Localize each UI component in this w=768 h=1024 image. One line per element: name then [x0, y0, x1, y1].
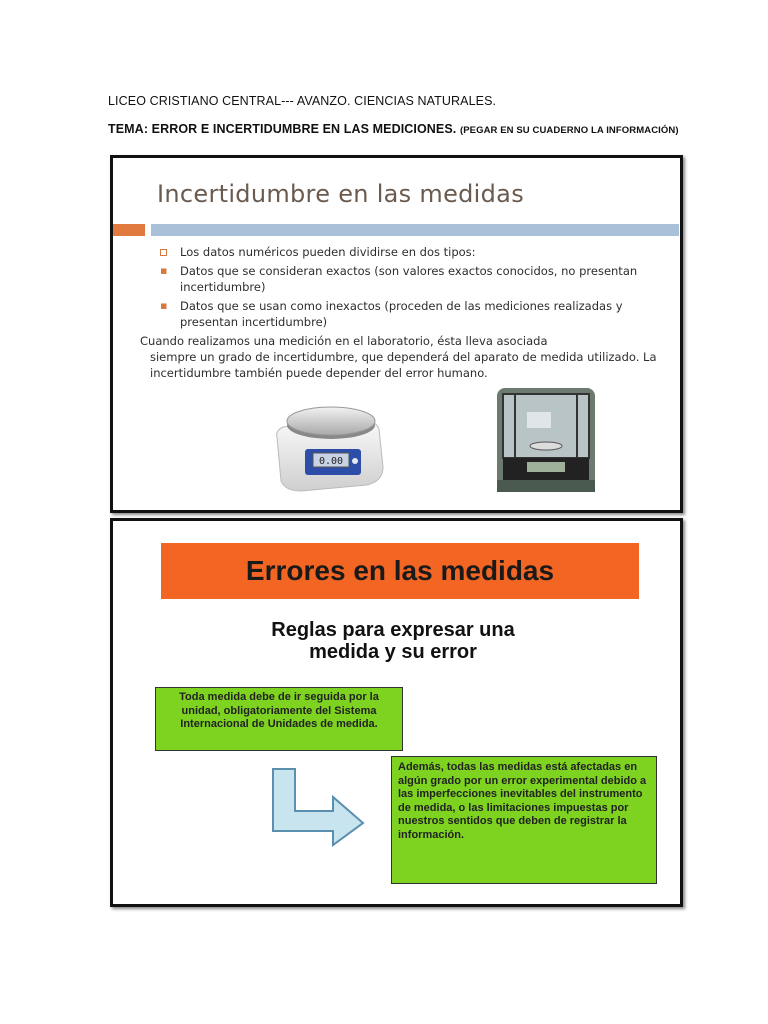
bullet-item	[160, 298, 660, 330]
paragraph-first-line: Cuando realizamos una medición en el laboratorio, ésta lleva asociada	[140, 334, 548, 348]
slide1-content	[140, 244, 660, 381]
square-bullet-icon	[160, 249, 167, 256]
slide2-title-band	[161, 543, 639, 599]
topic-title: TEMA: ERROR E INCERTIDUMBRE EN LAS MEDICIONES.	[108, 122, 457, 136]
intro-text: Los datos numéricos pueden dividirse en dos tipos:	[180, 245, 476, 259]
bullet-item	[160, 263, 660, 295]
paragraph-rest: siempre un grado de incertidumbre, que dependerá del aparato de medida utilizado. La incertidumbre también puede depender del error humano.	[150, 350, 657, 380]
arrow-right-icon	[271, 767, 365, 847]
subtitle-line: medida y su error	[309, 641, 477, 663]
accent-bar-blue	[151, 224, 679, 236]
slide1-title: Incertidumbre en las medidas	[157, 180, 524, 208]
accent-bar-orange	[113, 224, 145, 236]
digital-scale-image	[271, 401, 387, 493]
subtitle-line: Reglas para expresar una	[271, 619, 515, 641]
school-header: LICEO CRISTIANO CENTRAL--- AVANZO. CIENCIAS NATURALES.	[108, 94, 497, 108]
rule-box-error: Además, todas las medidas está afectadas en algún grado por un error experimental debido a las imperfecciones inevitables del instrumento de medida, o las limitaciones impuestas por nuestros sentidos que deben de registrar la información.	[391, 756, 657, 884]
slide2-subtitle	[223, 619, 563, 663]
bullet-text: Datos que se usan como inexactos (proceden de las mediciones realizadas y presentan incertidumbre)	[180, 299, 623, 329]
rule-box-units: Toda medida debe de ir seguida por la unidad, obligatoriamente del Sistema Internacional de Unidades de medida.	[155, 687, 403, 751]
intro-item	[160, 244, 660, 260]
dot-bullet-icon: ▪	[160, 264, 168, 277]
topic-note: (PEGAR EN SU CUADERNO LA INFORMACIÓN)	[459, 125, 679, 136]
slide-incertidumbre	[110, 155, 683, 513]
slide2-title: Errores en las medidas	[245, 555, 555, 586]
dot-bullet-icon: ▪	[160, 299, 168, 312]
analytical-balance-image	[497, 388, 595, 492]
explanation-paragraph	[140, 333, 660, 381]
bullet-text: Datos que se consideran exactos (son valores exactos conocidos, no presentan incertidumbre)	[180, 264, 638, 294]
topic-header	[108, 122, 679, 136]
scale-display-text: 0.00	[318, 456, 344, 467]
slide-errores	[110, 518, 683, 907]
